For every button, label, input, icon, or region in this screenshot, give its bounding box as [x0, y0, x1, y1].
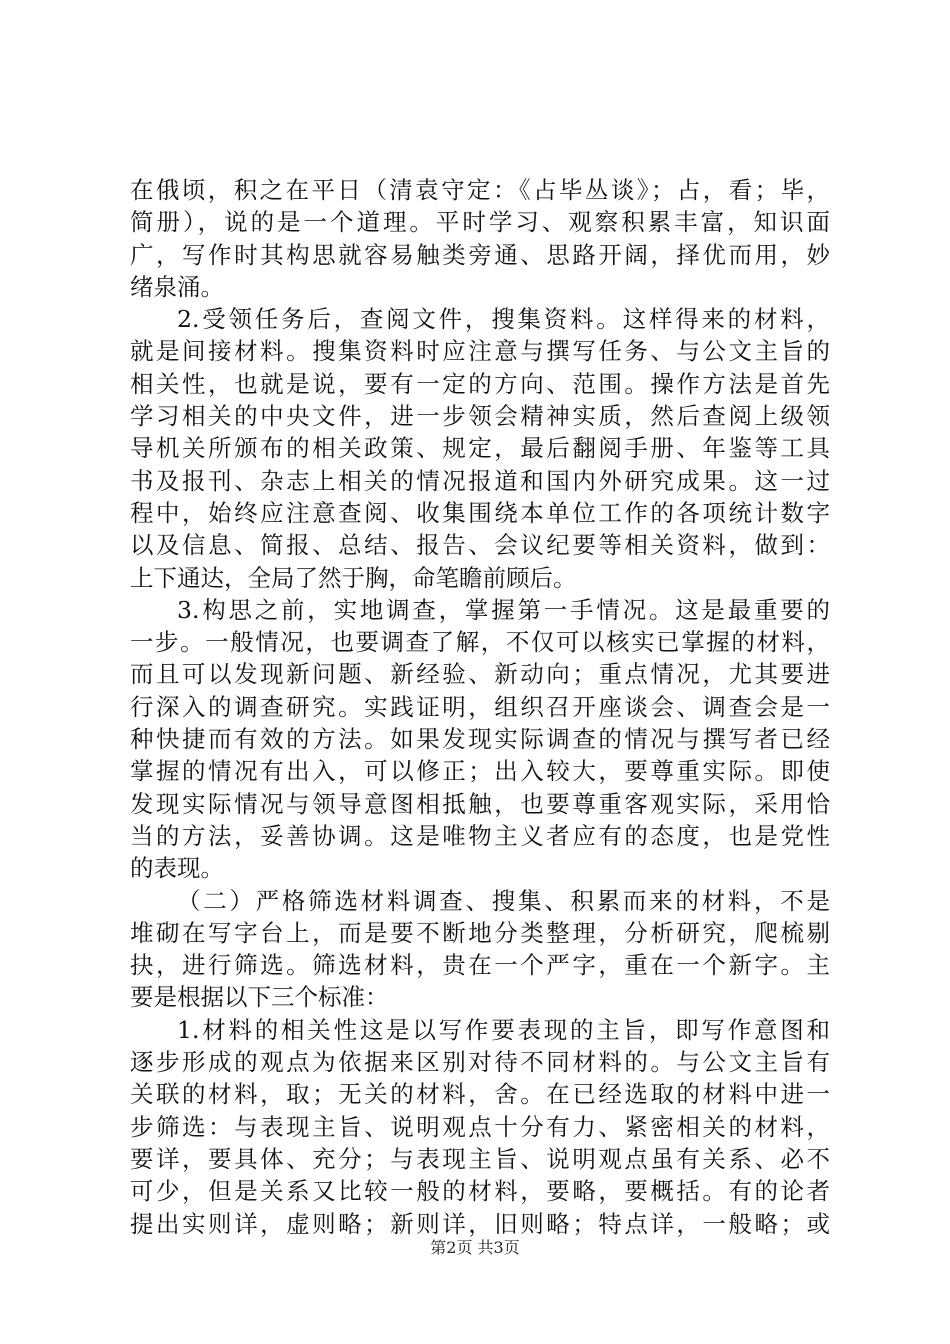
text-line: 1.材料的相关性这是以写作要表现的主旨，即写作意图和 — [177, 1015, 830, 1044]
text-line: 提出实则详，虚则略；新则详，旧则略；特点详，一般略；或 — [130, 1209, 830, 1238]
text-line: 可少，但是关系又比较一般的材料，要略，要概括。有的论者 — [130, 1177, 830, 1206]
text-line: 步筛选：与表现主旨、说明观点十分有力、紧密相关的材料， — [130, 1112, 830, 1141]
text-line: 的表现。 — [130, 854, 224, 883]
text-line: 当的方法，妥善协调。这是唯物主义者应有的态度，也是党性 — [130, 821, 830, 850]
text-line: 发现实际情况与领导意图相抵触，也要尊重客观实际，采用恰 — [130, 789, 830, 818]
body-text — [130, 174, 830, 1240]
text-line: 堆砌在写字台上，而是要不断地分类整理，分析研究，爬梳剔 — [130, 918, 830, 947]
text-line: 行深入的调查研究。实践证明，组织召开座谈会、调查会是一 — [130, 692, 830, 721]
text-line: 导机关所颁布的相关政策、规定，最后翻阅手册、年鉴等工具 — [130, 434, 830, 463]
page-footer: 第2页 共3页 — [430, 1238, 520, 1257]
text-line: 抉，进行筛选。筛选材料，贵在一个严字，重在一个新字。主 — [130, 951, 830, 980]
text-line: 书及报刊、杂志上相关的情况报道和国内外研究成果。这一过 — [130, 466, 830, 495]
text-line: 逐步形成的观点为依据来区别对待不同材料的。与公文主旨有 — [130, 1048, 830, 1077]
text-line: 3.构思之前，实地调查，掌握第一手情况。这是最重要的 — [177, 595, 830, 624]
text-line: 而且可以发现新问题、新经验、新动向；重点情况，尤其要进 — [130, 660, 830, 689]
text-line: 相关性，也就是说，要有一定的方向、范围。操作方法是首先 — [130, 369, 830, 398]
text-line: 在俄顷，积之在平日（清袁守定：《占毕丛谈》；占，看；毕， — [130, 176, 830, 204]
text-line: 就是间接材料。搜集资料时应注意与撰写任务、与公文主旨的 — [130, 337, 830, 366]
text-line: 简册），说的是一个道理。平时学习、观察积累丰富，知识面 — [130, 208, 830, 237]
text-line: 上下通达，全局了然于胸，命笔瞻前顾后。 — [130, 563, 577, 592]
text-line: 掌握的情况有出入，可以修正；出入较大，要尊重实际。即使 — [130, 757, 830, 786]
text-line: 绪泉涌。 — [130, 272, 224, 301]
text-line: 一步。一般情况，也要调查了解，不仅可以核实已掌握的材料， — [130, 628, 830, 657]
text-line: 程中，始终应注意查阅、收集围绕本单位工作的各项统计数字 — [130, 498, 830, 527]
text-line: 要是根据以下三个标准： — [130, 983, 389, 1012]
text-line: 关联的材料，取；无关的材料，舍。在已经选取的材料中进一 — [130, 1080, 830, 1109]
text-line: 广，写作时其构思就容易触类旁通、思路开阔，择优而用，妙 — [130, 240, 830, 269]
text-line: 2.受领任务后，查阅文件，搜集资料。这样得来的材料， — [177, 305, 830, 334]
text-line: 要详，要具体、充分；与表现主旨、说明观点虽有关系、必不 — [130, 1144, 830, 1173]
text-line: 以及信息、简报、总结、报告、会议纪要等相关资料，做到： — [130, 531, 830, 560]
text-line: 种快捷而有效的方法。如果发现实际调查的情况与撰写者已经 — [130, 725, 830, 754]
text-line: 学习相关的中央文件，进一步领会精神实质，然后查阅上级领 — [130, 402, 830, 431]
text-line: （二）严格筛选材料调查、搜集、积累而来的材料，不是 — [177, 886, 830, 915]
